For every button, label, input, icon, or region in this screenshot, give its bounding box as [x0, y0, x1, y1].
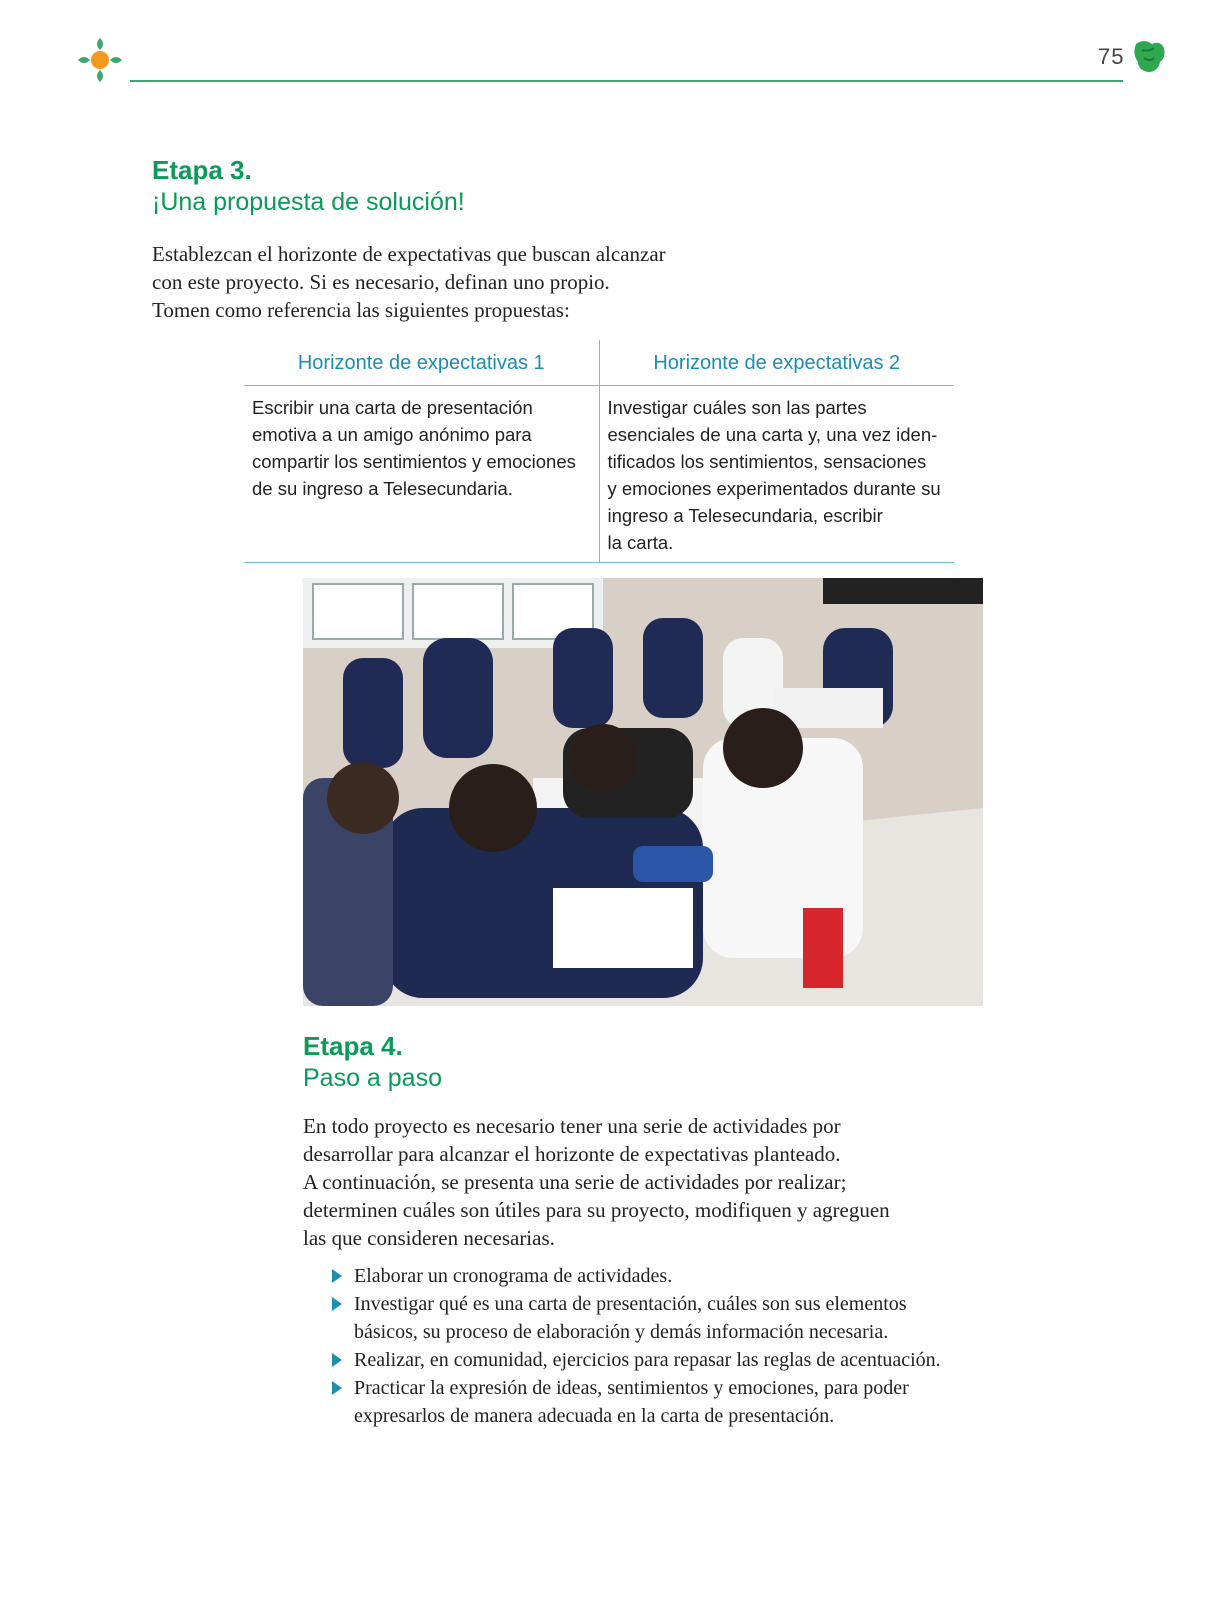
intro-line: A continuación, se presenta una serie de actividades por realizar; [303, 1170, 847, 1194]
expectations-table [244, 340, 954, 563]
stage4-subtitle: Paso a paso [303, 1064, 442, 1092]
cell-line: Investigar cuáles son las partes [607, 397, 867, 418]
page-number: 75 [1098, 44, 1125, 69]
stage3-heading [152, 154, 465, 218]
item-line: básicos, su proceso de elaboración y demás información necesaria. [354, 1321, 889, 1343]
cell-line: Escribir una carta de presentación [252, 397, 533, 418]
intro-line: En todo proyecto es necesario tener una serie de actividades por [303, 1114, 841, 1138]
triangle-bullet-icon [332, 1353, 342, 1367]
item-line: Elaborar un cronograma de actividades. [354, 1265, 673, 1287]
cell-line: esenciales de una carta y, una vez iden- [607, 424, 938, 445]
cell-line: de su ingreso a Telesecundaria. [252, 478, 513, 499]
cell-line: tificados los sentimientos, sensaciones [607, 451, 927, 472]
item-line: Realizar, en comunidad, ejercicios para repasar las reglas de acentuación. [354, 1349, 941, 1371]
stage4-heading [303, 1030, 442, 1094]
triangle-bullet-icon [332, 1269, 342, 1283]
intro-line: las que consideren necesarias. [303, 1226, 555, 1250]
intro-line: Establezcan el horizonte de expectativas que buscan alcanzar [152, 242, 666, 266]
stage3-title: Etapa 3. [152, 155, 252, 185]
header-rule [130, 80, 1123, 82]
item-line: Investigar qué es una carta de presentación, cuáles son sus elementos [354, 1293, 907, 1315]
intro-line: con este proyecto. Si es necesario, definan uno propio. [152, 270, 610, 294]
list-item [330, 1262, 990, 1290]
intro-line: Tomen como referencia las siguientes propuestas: [152, 298, 570, 322]
stage4-title: Etapa 4. [303, 1031, 403, 1061]
triangle-bullet-icon [332, 1381, 342, 1395]
list-item [330, 1290, 990, 1346]
intro-line: desarrollar para alcanzar el horizonte de expectativas planteado. [303, 1142, 841, 1166]
stage4-intro [303, 1112, 890, 1252]
cell-line: compartir los sentimientos y emociones [252, 451, 576, 472]
flower-logo-icon [72, 32, 128, 88]
table-header: Horizonte de expectativas 2 [599, 340, 954, 386]
stage3-intro [152, 240, 666, 324]
classroom-photo [303, 578, 983, 1006]
activity-list [330, 1262, 990, 1430]
list-item [330, 1374, 990, 1430]
triangle-bullet-icon [332, 1297, 342, 1311]
item-line: Practicar la expresión de ideas, sentimientos y emociones, para poder [354, 1377, 909, 1399]
cell-line: la carta. [607, 532, 674, 553]
green-badge-icon [1132, 38, 1166, 74]
cell-line: y emociones experimentados durante su [607, 478, 941, 499]
item-line: expresarlos de manera adecuada en la carta de presentación. [354, 1405, 835, 1427]
stage3-subtitle: ¡Una propuesta de solución! [152, 188, 465, 216]
cell-line: emotiva a un amigo anónimo para [252, 424, 532, 445]
cell-line: ingreso a Telesecundaria, escribir [607, 505, 883, 526]
table-header: Horizonte de expectativas 1 [244, 340, 599, 386]
table-cell-proposal-2 [599, 386, 954, 563]
intro-line: determinen cuáles son útiles para su proyecto, modifiquen y agreguen [303, 1198, 890, 1222]
list-item [330, 1346, 990, 1374]
table-cell-proposal-1 [244, 386, 599, 563]
